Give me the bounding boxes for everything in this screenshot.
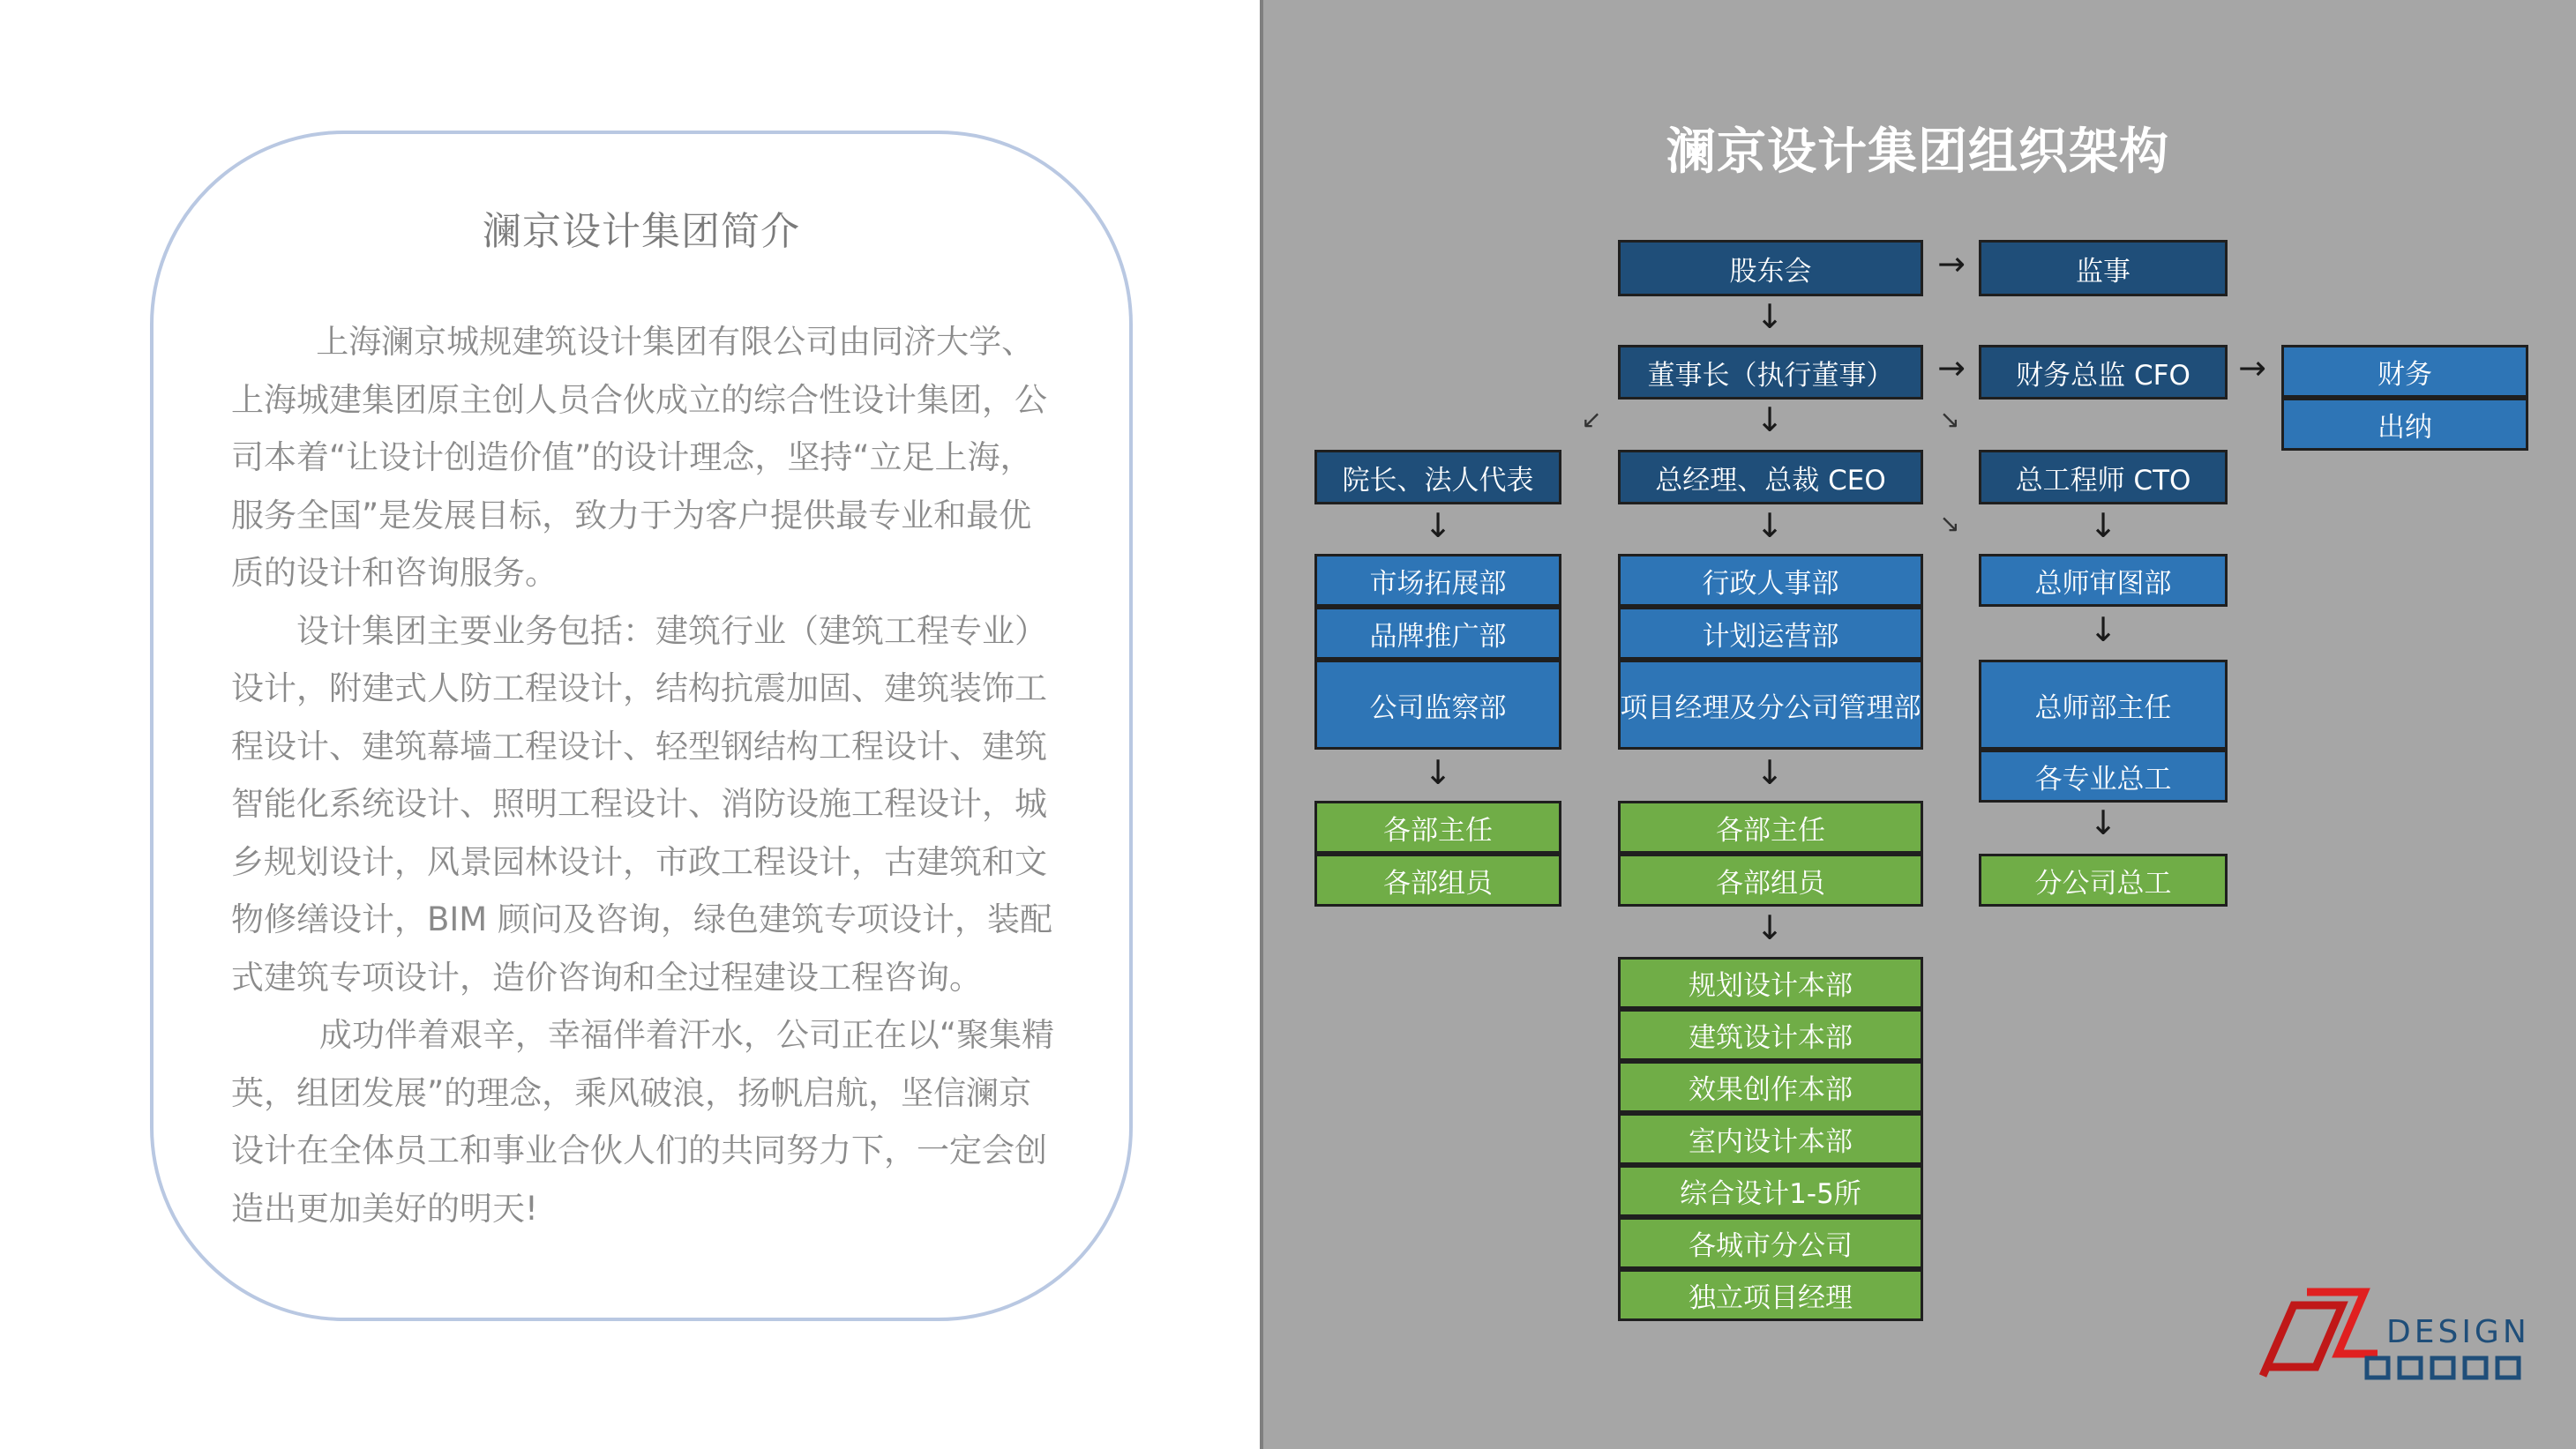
node-cashier: 出纳	[2281, 398, 2528, 451]
node-finance: 财务	[2281, 345, 2528, 398]
arrow-right-icon: →	[2238, 348, 2266, 387]
node-institutes: 综合设计1-5所	[1618, 1165, 1923, 1217]
intro-body	[231, 313, 1060, 1237]
intro-paragraph: 设计集团主要业务包括：建筑行业（建筑工程专业）设计，附建式人防工程设计，结构抗震加固、建筑装饰工程设计、建筑幕墙工程设计、轻型钢结构工程设计、建筑智能化系统设计、照明工程设计、消防设施工程设计，城乡规划设计，风景园林设计，市政工程设计，古建筑和文物修缮设计，BIM 顾问及咨询，绿色建筑专项设计，装配式建筑专项设计，造价咨询和全过程建设工程咨询。	[231, 611, 1052, 997]
logo-square-icon	[2367, 1358, 2388, 1378]
arrow-down-icon: ↓	[2089, 506, 2117, 545]
node-discipline-chiefs: 各专业总工	[1979, 750, 2228, 803]
node-chairman: 董事长（执行董事）	[1618, 345, 1923, 400]
arrow-right-icon: →	[1937, 348, 1966, 387]
node-independent-pm: 独立项目经理	[1618, 1269, 1923, 1321]
intro-title: 澜京设计集团简介	[483, 209, 800, 254]
arrow-down-right-icon: ↘	[1939, 509, 1960, 538]
arrow-down-right-icon: ↘	[1939, 405, 1960, 434]
arrow-down-left-icon: ↙	[1581, 405, 1602, 434]
intro-paragraph: 上海澜京城规建筑设计集团有限公司由同济大学、上海城建集团原主创人员合伙成立的综合性设计集团，公司本着“让设计创造价值”的设计理念，坚持“立足上海，服务全国”是发展目标，致力于为客户提供最专业和最优质的设计和咨询服务。	[231, 323, 1047, 592]
node-pm-dept: 项目经理及分公司管理部	[1618, 660, 1923, 750]
node-cto: 总工程师 CTO	[1979, 450, 2228, 504]
node-mid-members: 各部组员	[1618, 854, 1923, 907]
logo-square-icon	[2432, 1358, 2453, 1378]
node-city-branches: 各城市分公司	[1618, 1217, 1923, 1269]
node-brand-dept: 品牌推广部	[1314, 607, 1561, 660]
node-cfo: 财务总监 CFO	[1979, 345, 2228, 400]
org-chart-title: 澜京设计集团组织架构	[1666, 123, 2169, 181]
logo-square-icon	[2465, 1358, 2486, 1378]
intro-paragraph: 成功伴着艰辛，幸福伴着汗水，公司正在以“聚集精英，组团发展”的理念，乘风破浪，扬帆启航，坚信澜京设计在全体员工和事业合伙人们的共同努力下，一定会创造出更加美好的明天!	[231, 1016, 1055, 1228]
node-supervisor: 监事	[1979, 240, 2228, 296]
node-president: 院长、法人代表	[1314, 450, 1561, 504]
node-audit-dept: 公司监察部	[1314, 660, 1561, 750]
arrow-down-icon: ↓	[1424, 753, 1452, 792]
node-left-members: 各部组员	[1314, 854, 1561, 907]
node-shareholders: 股东会	[1618, 240, 1923, 296]
arrow-down-icon: ↓	[2089, 803, 2117, 842]
arrow-down-icon: ↓	[1756, 506, 1784, 545]
logo-square-icon	[2497, 1358, 2519, 1378]
logo-mark-icon	[2263, 1305, 2342, 1376]
arrow-down-icon: ↓	[1756, 297, 1784, 336]
node-chief-director: 总师部主任	[1979, 660, 2228, 750]
arrow-down-icon: ↓	[2089, 610, 2117, 649]
node-hr-dept: 行政人事部	[1618, 554, 1923, 607]
node-mid-heads: 各部主任	[1618, 801, 1923, 854]
arrow-right-icon: →	[1937, 244, 1966, 283]
node-rendering: 效果创作本部	[1618, 1061, 1923, 1113]
node-market-dept: 市场拓展部	[1314, 554, 1561, 607]
node-review-dept: 总师审图部	[1979, 554, 2228, 607]
node-architecture: 建筑设计本部	[1618, 1009, 1923, 1061]
arrow-down-icon: ↓	[1756, 753, 1784, 792]
node-ops-dept: 计划运营部	[1618, 607, 1923, 660]
arrow-down-icon: ↓	[1756, 908, 1784, 947]
logo-text: DESIGN	[2386, 1314, 2530, 1350]
node-left-heads: 各部主任	[1314, 801, 1561, 854]
node-ceo: 总经理、总裁 CEO	[1618, 450, 1923, 504]
arrow-down-icon: ↓	[1756, 400, 1784, 439]
node-interior: 室内设计本部	[1618, 1113, 1923, 1165]
logo-square-icon	[2400, 1358, 2421, 1378]
arrow-down-icon: ↓	[1424, 506, 1452, 545]
node-branch-chief: 分公司总工	[1979, 854, 2228, 907]
node-planning: 规划设计本部	[1618, 957, 1923, 1009]
